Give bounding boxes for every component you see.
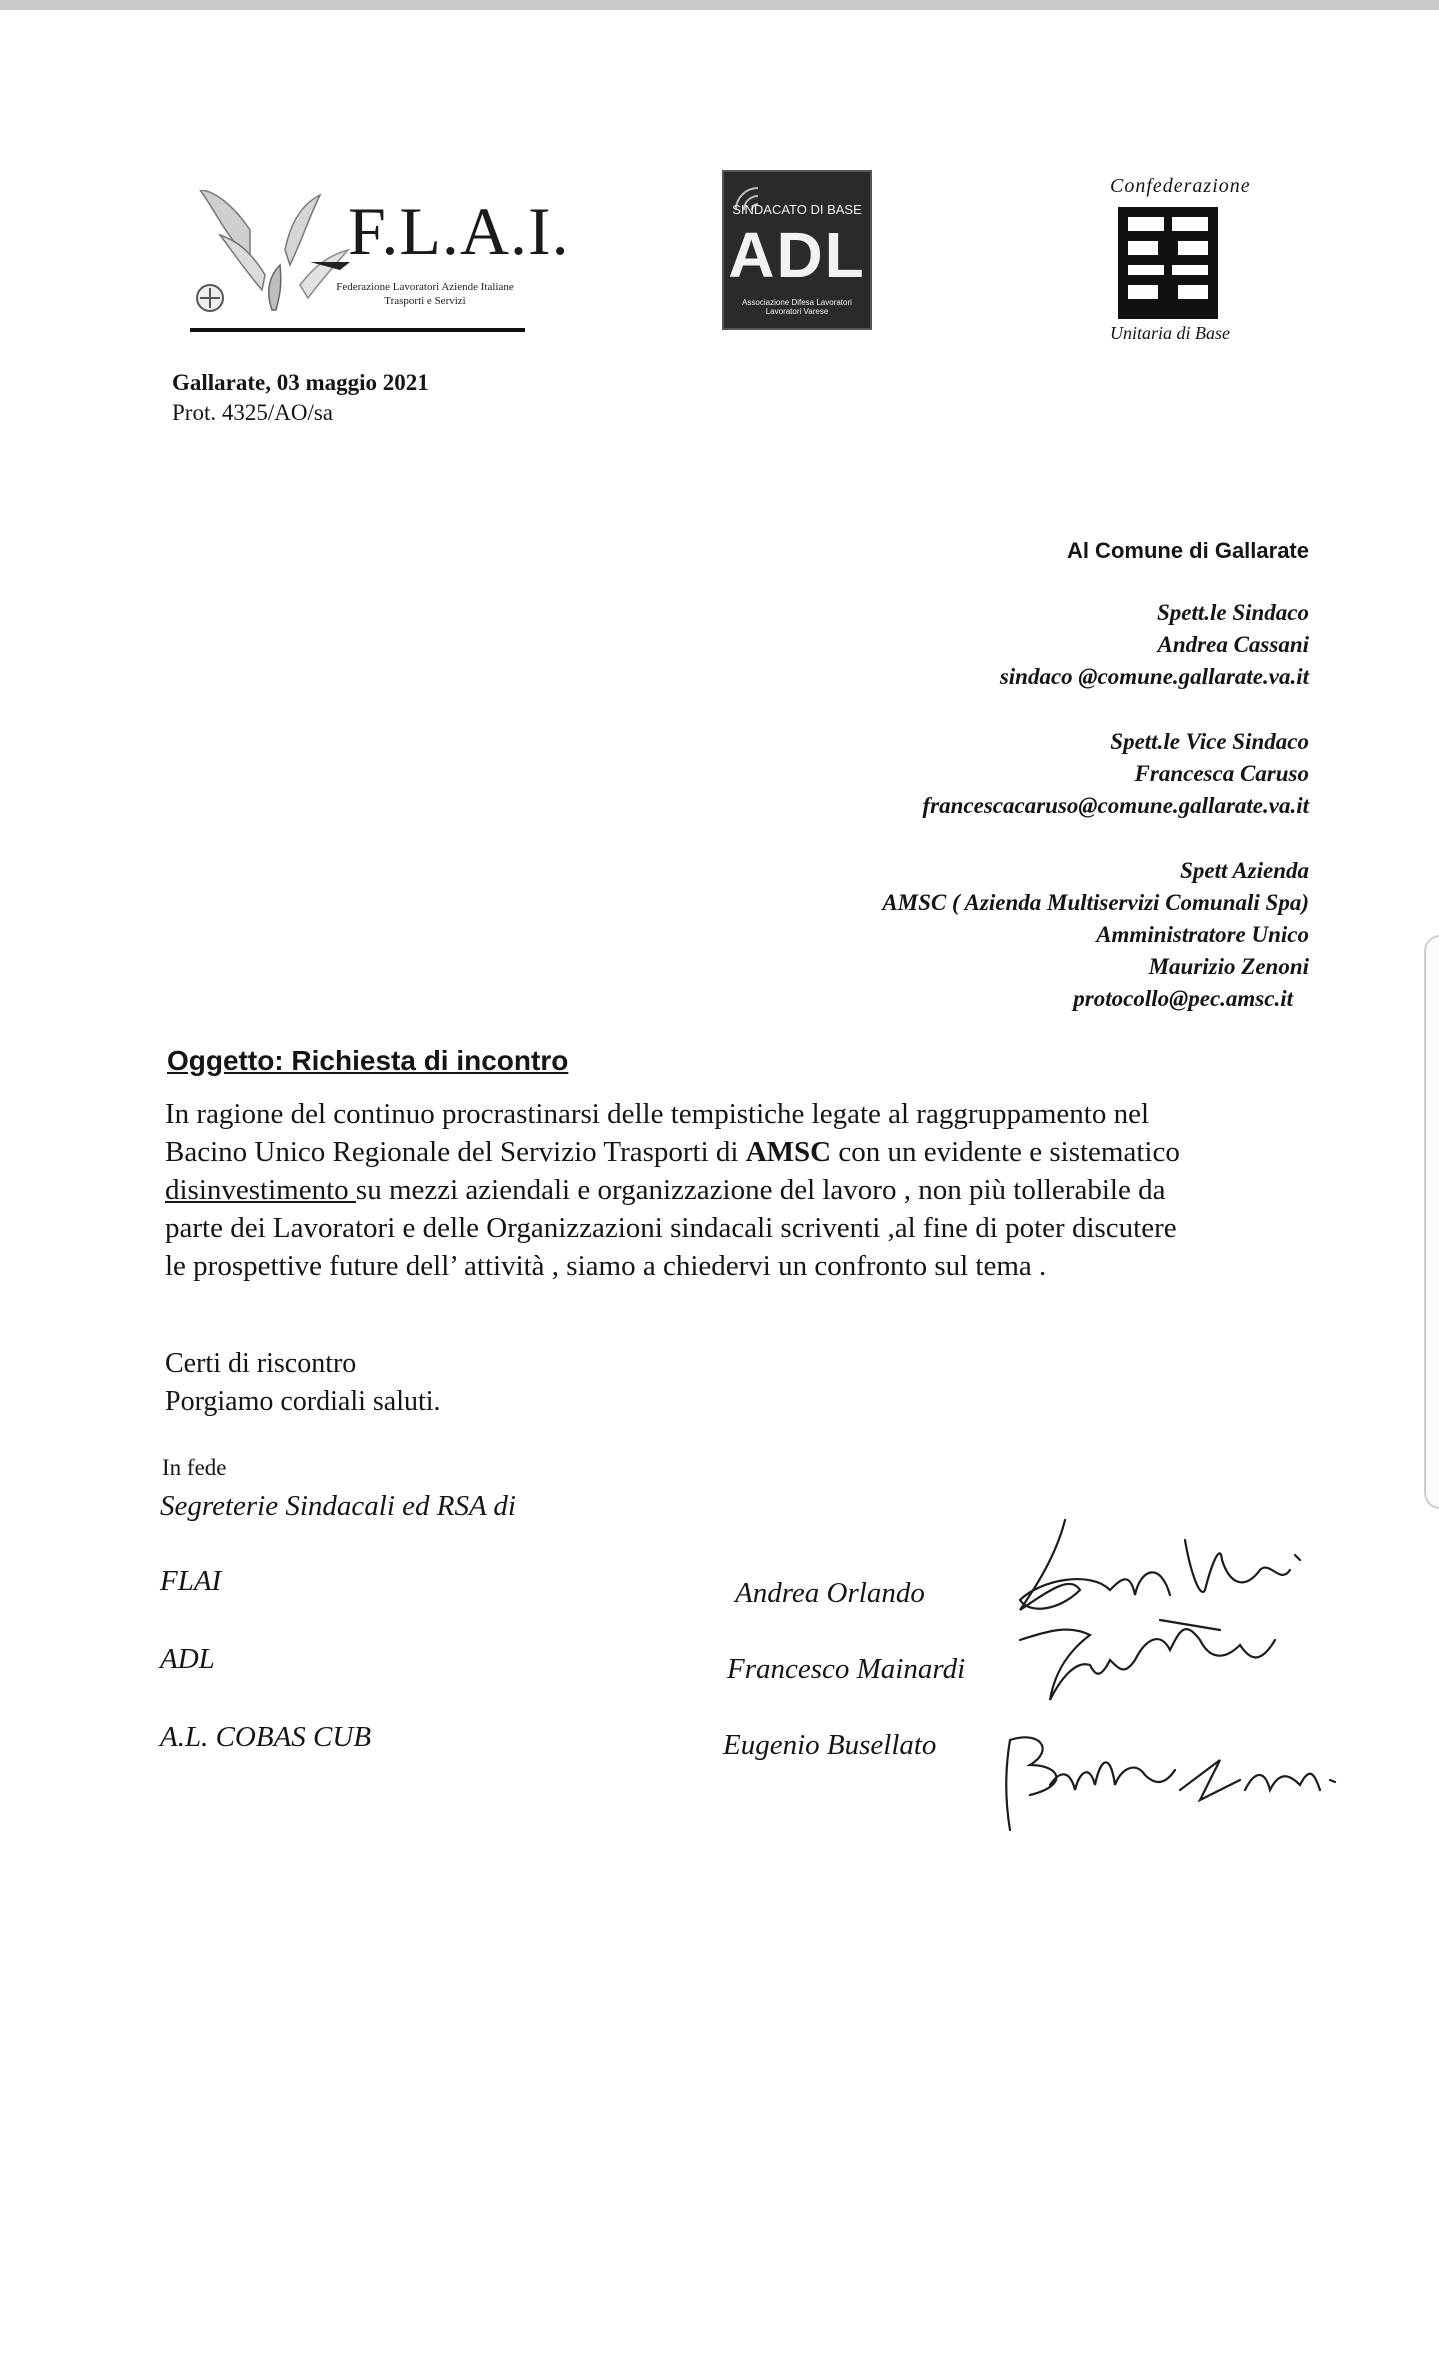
letter-date: Gallarate, 03 maggio 2021 — [172, 370, 429, 395]
recipient-heading: Al Comune di Gallarate — [1066, 538, 1309, 563]
adl-logo-bottom-text: Associazione Difesa Lavoratori Lavoratori Varese — [742, 298, 852, 316]
scrollbar-thumb[interactable] — [1424, 935, 1439, 1509]
flai-logo — [190, 190, 570, 335]
top-status-bar — [0, 0, 1439, 10]
recipient-name: Andrea Cassani — [1157, 632, 1309, 657]
closing-line: Porgiamo cordiali saluti. — [165, 1386, 441, 1417]
recipient-title: Spett.le Sindaco — [1156, 600, 1309, 625]
recipient-title: Spett.le Vice Sindaco — [1110, 729, 1309, 754]
recipient-title: Spett Azienda — [1180, 858, 1309, 883]
recipient-email: francescacaruso@comune.gallarate.va.it — [922, 793, 1309, 818]
body-line — [165, 1171, 1315, 1209]
recipient-name: Francesca Caruso — [1134, 761, 1309, 786]
recipient-company: AMSC ( Azienda Multiservizi Comunali Spa) — [882, 890, 1309, 915]
signer-mainardi: Francesco Mainardi — [727, 1653, 966, 1685]
org-cobas-cub: A.L. COBAS CUB — [160, 1721, 372, 1753]
org-flai: FLAI — [160, 1565, 222, 1597]
body-text-segment: con un evidente e sistematico — [831, 1136, 1180, 1168]
letter-closing — [165, 1345, 441, 1421]
org-adl: ADL — [160, 1643, 215, 1675]
body-bold-amsc: AMSC — [745, 1136, 832, 1168]
letter-protocol: Prot. 4325/AO/sa — [172, 400, 333, 425]
cub-logo-bottom-text: Unitaria di Base — [1110, 323, 1230, 343]
body-text-segment: Bacino Unico Regionale del Servizio Trasporti di — [165, 1136, 746, 1168]
recipient-vice-sindaco — [923, 726, 1309, 822]
flai-subtitle-line2: Trasporti e Servizi — [384, 295, 466, 307]
body-line: parte dei Lavoratori e delle Organizzazioni sindacali scriventi ,al fine di poter discutere — [165, 1212, 1177, 1244]
closing-line: Certi di riscontro — [165, 1348, 357, 1379]
recipient-role: Amministratore Unico — [1096, 922, 1309, 947]
body-line — [165, 1133, 1315, 1171]
adl-logo-top-text: SINDACATO DI BASE — [732, 202, 862, 217]
cub-block-letters-icon — [1118, 207, 1218, 319]
in-fede: In fede — [162, 1455, 227, 1480]
flai-subtitle-line1: Federazione Lavoratori Aziende Italiane — [336, 281, 514, 293]
signer-orlando: Andrea Orlando — [735, 1577, 925, 1609]
letter-body — [165, 1095, 1315, 1285]
recipient-email: sindaco @comune.gallarate.va.it — [999, 664, 1309, 689]
body-line: le prospettive future dell’ attività , siamo a chiedervi un confronto sul tema . — [165, 1250, 1047, 1282]
cub-logo-top-text: Confederazione — [1110, 175, 1251, 197]
recipient-azienda — [882, 855, 1309, 1015]
body-text-segment: su mezzi aziendali e organizzazione del lavoro , non più tollerabile da — [355, 1174, 1166, 1206]
recipient-name: Maurizio Zenoni — [1148, 954, 1309, 979]
flai-logo-subtitle — [325, 280, 525, 308]
flai-logo-rule — [190, 328, 525, 332]
recipient-email: protocollo@pec.amsc.it — [1073, 986, 1293, 1011]
body-underlined-word: disinvestimento — [165, 1174, 356, 1206]
signer-busellato: Eugenio Busellato — [723, 1729, 937, 1761]
adl-logo-name: ADL — [728, 219, 866, 291]
letter-subject: Oggetto: Richiesta di incontro — [167, 1045, 569, 1076]
flai-logo-title: F.L.A.I. — [348, 193, 570, 269]
segreterie-line: Segreterie Sindacali ed RSA di — [160, 1490, 516, 1522]
body-line: In ragione del continuo procrastinarsi delle tempistiche legate al raggruppamento nel — [165, 1098, 1150, 1130]
handwritten-signatures — [960, 1500, 1380, 1860]
adl-logo — [722, 170, 872, 330]
recipient-sindaco — [1000, 597, 1309, 693]
cub-logo — [1110, 175, 1251, 345]
